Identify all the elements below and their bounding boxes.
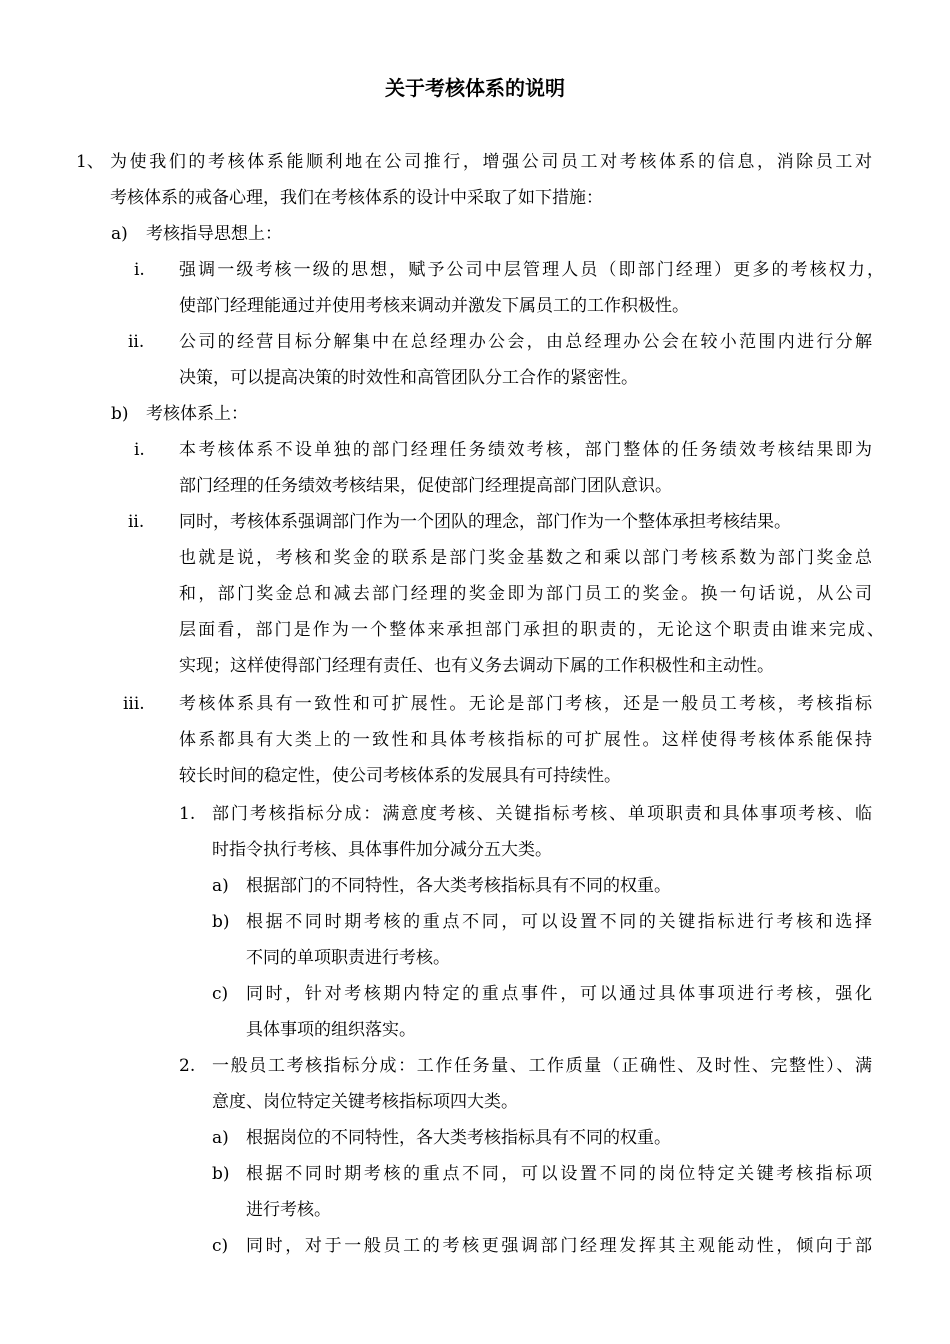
paragraph <box>179 432 872 504</box>
text-line: 考核体系具有一致性和可扩展性。无论是部门考核，还是一般员工考核，考核指标 <box>179 694 872 714</box>
text-line: 和，部门奖金总和减去部门经理的奖金即为部门员工的奖金。换一句话说，从公司 <box>179 584 872 604</box>
paragraph <box>179 504 884 684</box>
text-line: 公司的经营目标分解集中在总经理办公会，由总经理办公会在较小范围内进行分解 <box>179 332 872 352</box>
paragraph <box>246 1120 872 1156</box>
paragraph <box>246 868 872 904</box>
section-heading: 考核体系上： <box>146 404 248 424</box>
text-line: 意度、岗位特定关键考核指标项四大类。 <box>212 1092 518 1112</box>
paragraph <box>179 686 872 794</box>
text-line: 体系都具有大类上的一致性和具体考核指标的可扩展性。这样使得考核体系能保持 <box>179 730 872 750</box>
list-marker: i. <box>134 440 145 460</box>
paragraph <box>246 904 872 976</box>
text-line: 本考核体系不设单独的部门经理任务绩效考核，部门整体的任务绩效考核结果即为 <box>179 440 872 460</box>
paragraph <box>179 252 884 324</box>
list-marker: c) <box>212 1236 229 1256</box>
text-line: 根据不同时期考核的重点不同，可以设置不同的岗位特定关键考核指标项 <box>246 1164 872 1184</box>
text-line: 为使我们的考核体系能顺利地在公司推行，增强公司员工对考核体系的信息，消除员工对 <box>110 152 872 172</box>
text-line: 层面看，部门是作为一个整体来承担部门承担的职责的，无论这个职责由谁来完成、 <box>179 620 884 640</box>
text-line: 使部门经理能通过并使用考核来调动并激发下属员工的工作积极性。 <box>179 296 689 316</box>
paragraph <box>212 1048 872 1120</box>
paragraph <box>179 324 872 396</box>
text-line: 较长时间的稳定性，使公司考核体系的发展具有可持续性。 <box>179 766 621 786</box>
list-marker: c) <box>212 984 229 1004</box>
list-marker: 1、 <box>76 152 104 172</box>
list-marker: ii. <box>128 512 145 532</box>
text-line: 强调一级考核一级的思想，赋予公司中层管理人员（即部门经理）更多的考核权力， <box>179 260 884 280</box>
text-line: 考核体系的戒备心理，我们在考核体系的设计中采取了如下措施： <box>110 188 603 208</box>
text-line: 具体事项的组织落实。 <box>246 1020 416 1040</box>
text-line: 根据部门的不同特性，各大类考核指标具有不同的权重。 <box>246 876 671 896</box>
paragraph <box>212 796 872 868</box>
text-line: 时指令执行考核、具体事件加分减分五大类。 <box>212 840 552 860</box>
list-marker: a) <box>212 1128 229 1148</box>
text-line: 部门考核指标分成：满意度考核、关键指标考核、单项职责和具体事项考核、临 <box>212 804 872 824</box>
text-line: 同时，针对考核期内特定的重点事件，可以通过具体事项进行考核，强化 <box>246 984 872 1004</box>
text-line: 实现；这样使得部门经理有责任、也有义务去调动下属的工作积极性和主动性。 <box>179 656 774 676</box>
text-line: 一般员工考核指标分成：工作任务量、工作质量（正确性、及时性、完整性）、满 <box>212 1056 872 1076</box>
list-marker: b) <box>111 404 129 424</box>
paragraph-1 <box>110 144 872 216</box>
page-title: 关于考核体系的说明 <box>385 76 565 100</box>
paragraph <box>246 976 872 1048</box>
text-line: 根据岗位的不同特性，各大类考核指标具有不同的权重。 <box>246 1128 671 1148</box>
text-line: 进行考核。 <box>246 1200 331 1220</box>
text-line: 不同的单项职责进行考核。 <box>246 948 450 968</box>
list-marker: i. <box>134 260 145 280</box>
list-marker: 1. <box>179 804 196 824</box>
list-marker: b) <box>212 1164 230 1184</box>
list-marker: ii. <box>128 332 145 352</box>
list-marker: b) <box>212 912 230 932</box>
text-line: 决策，可以提高决策的时效性和高管团队分工合作的紧密性。 <box>179 368 638 388</box>
section-heading: 考核指导思想上： <box>146 224 282 244</box>
text-line: 也就是说，考核和奖金的联系是部门奖金基数之和乘以部门考核系数为部门奖金总 <box>179 548 872 568</box>
list-marker: a) <box>212 876 229 896</box>
list-marker: a) <box>111 224 128 244</box>
paragraph <box>246 1156 872 1228</box>
text-line: 同时，考核体系强调部门作为一个团队的理念，部门作为一个整体承担考核结果。 <box>179 512 791 532</box>
text-line: 同时，对于一般员工的考核更强调部门经理发挥其主观能动性，倾向于部 <box>246 1236 872 1256</box>
list-marker: iii. <box>123 694 145 714</box>
list-marker: 2. <box>179 1056 196 1076</box>
paragraph <box>246 1228 872 1264</box>
text-line: 部门经理的任务绩效考核结果，促使部门经理提高部门团队意识。 <box>179 476 672 496</box>
text-line: 根据不同时期考核的重点不同，可以设置不同的关键指标进行考核和选择 <box>246 912 872 932</box>
